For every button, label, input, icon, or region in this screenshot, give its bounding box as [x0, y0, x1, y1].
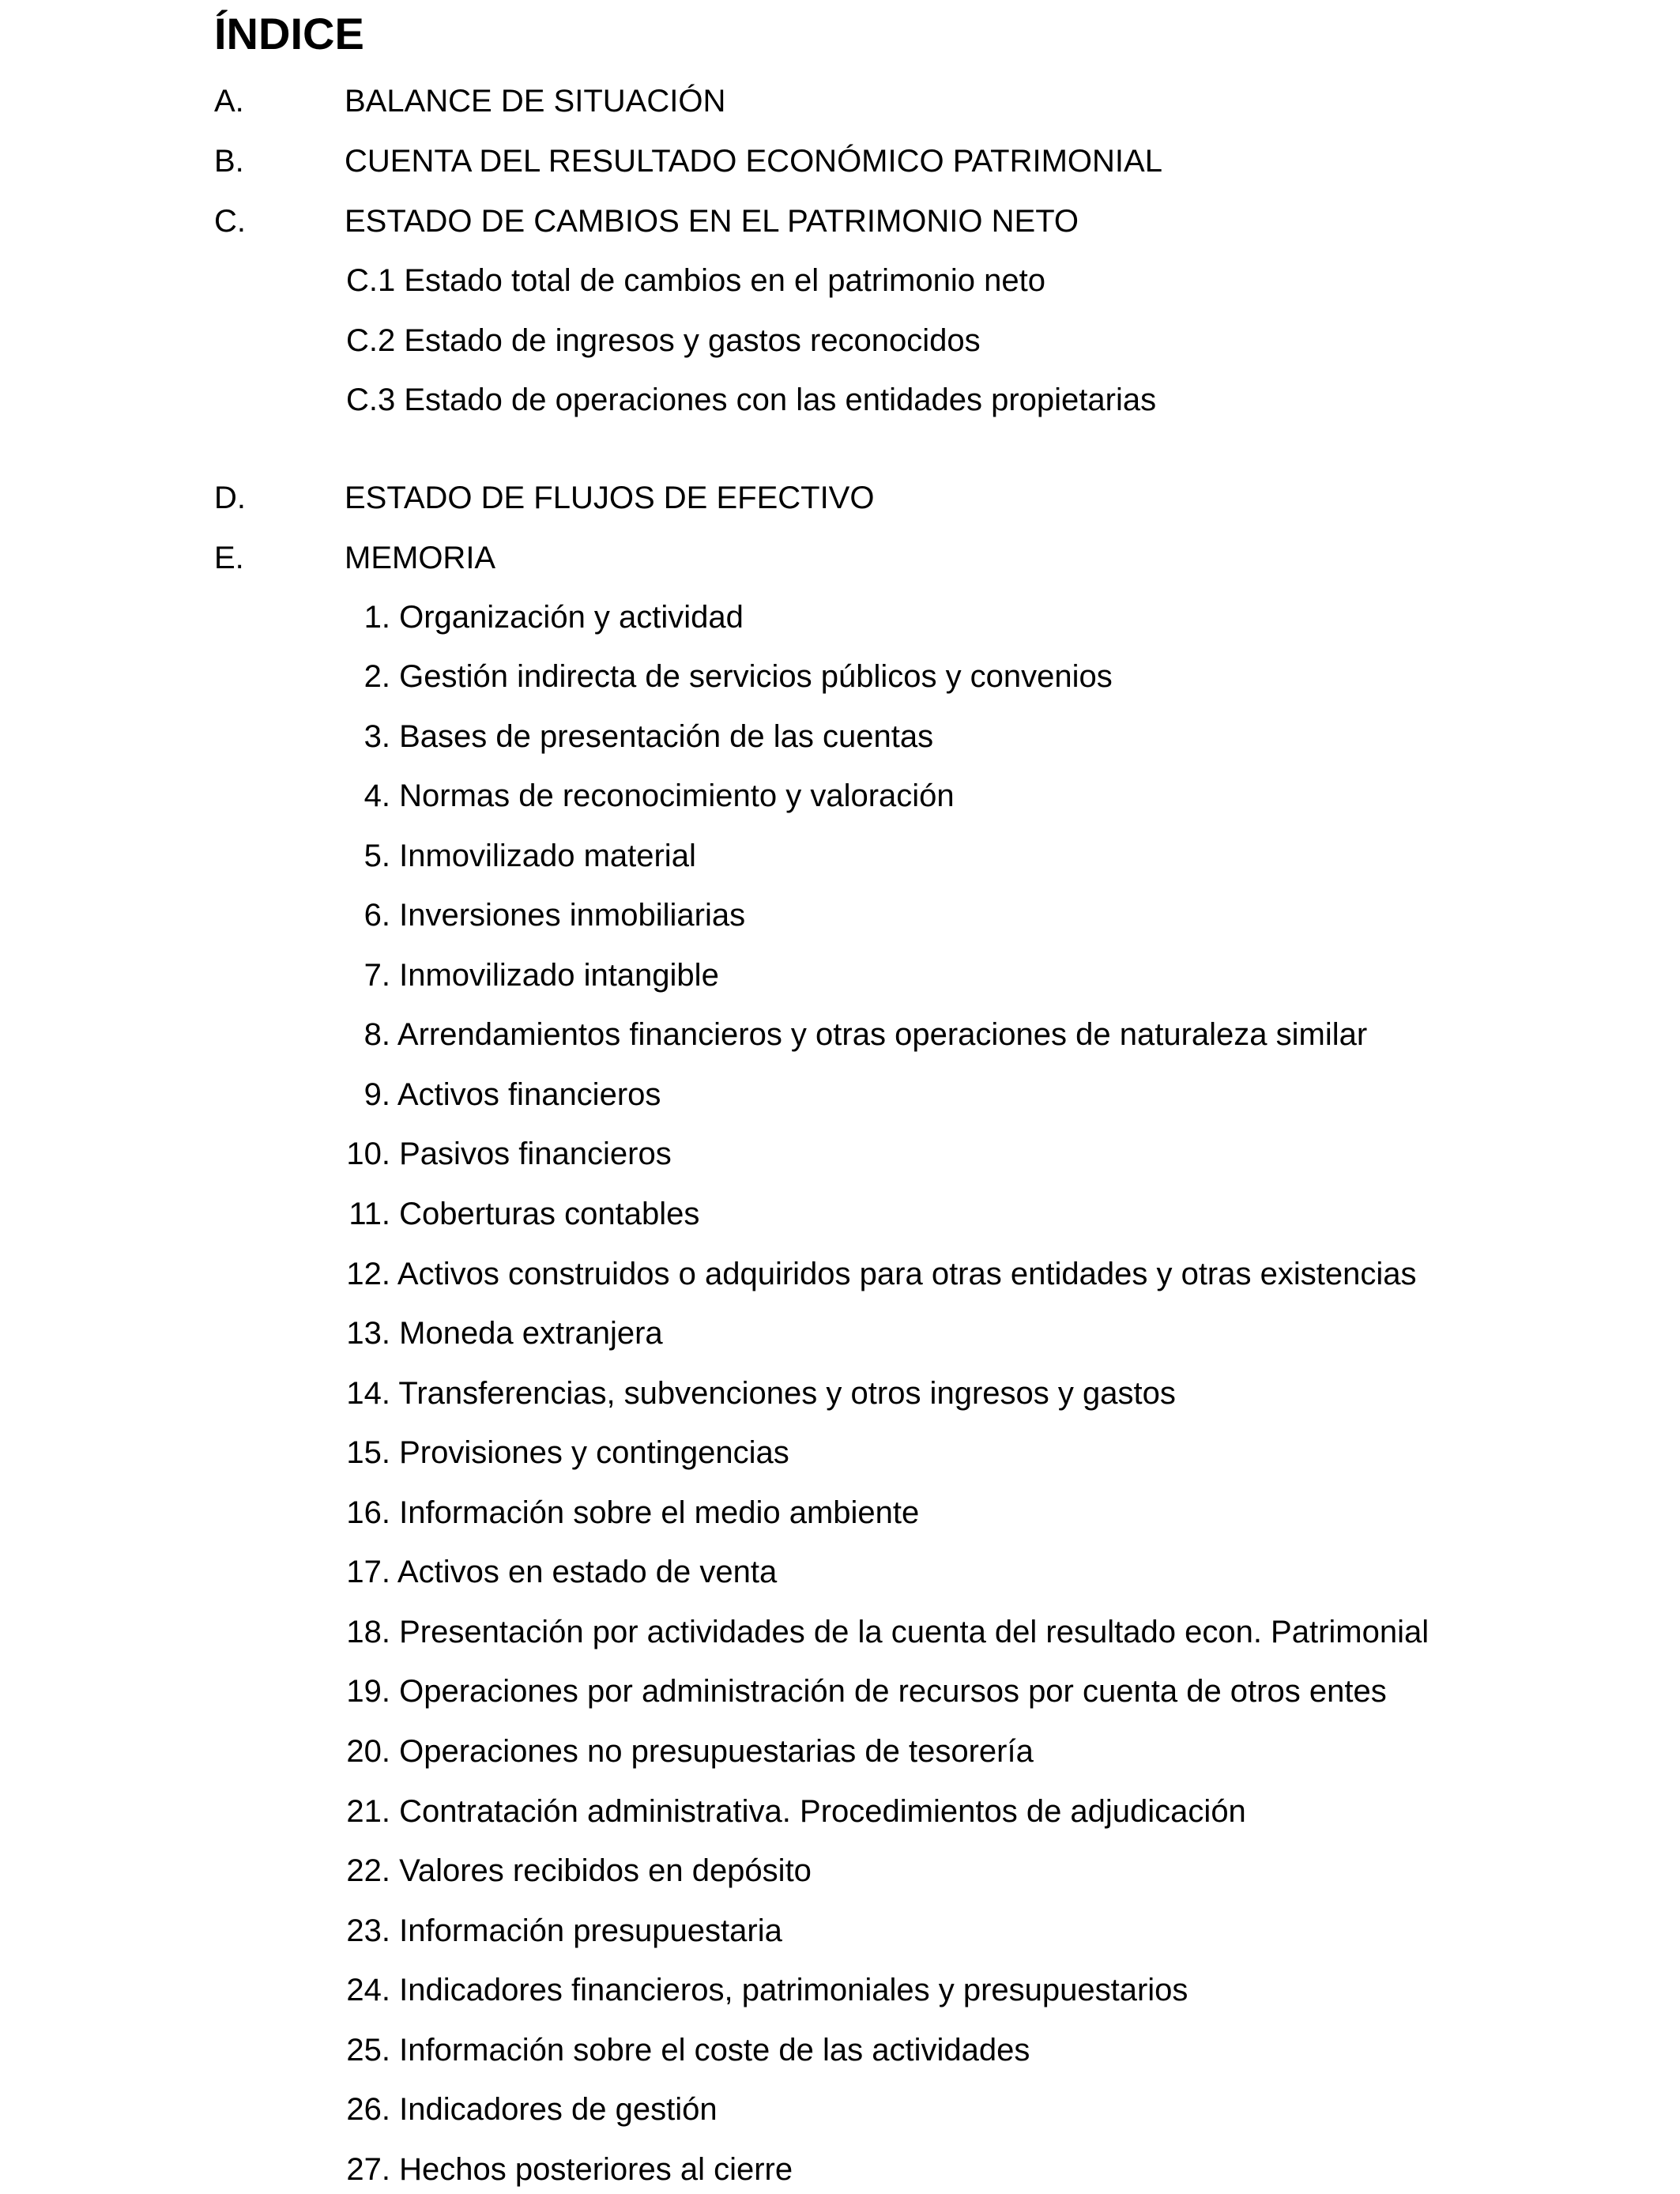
memoria-item: [340, 2030, 1644, 2070]
memoria-item: [340, 895, 1644, 935]
memoria-item: [340, 1493, 1644, 1532]
memoria-item: [340, 956, 1644, 995]
item-label: Activos construidos o adquiridos para otras entidades y otras existencias: [397, 1257, 1417, 1291]
item-number: 22.: [346, 1853, 390, 1888]
item-number: 5.: [363, 839, 390, 873]
memoria-item: [340, 1374, 1644, 1413]
memoria-item: [340, 1911, 1644, 1951]
section-label-a: BALANCE DE SITUACIÓN: [345, 84, 726, 119]
item-label: Operaciones por administración de recursos por cuenta de otros entes: [399, 1674, 1387, 1709]
item-number: 3.: [363, 719, 390, 754]
item-label: Activos financieros: [397, 1077, 661, 1112]
item-number: 9.: [363, 1077, 390, 1112]
item-label: Inversiones inmobiliarias: [399, 898, 746, 933]
item-number: 1.: [363, 600, 390, 635]
item-label: Inmovilizado intangible: [399, 958, 719, 993]
item-label: Información sobre el medio ambiente: [399, 1495, 920, 1530]
memoria-item: [340, 717, 1644, 756]
section-letter-c: C.: [214, 204, 246, 239]
item-number: 19.: [346, 1674, 390, 1709]
item-number: 12.: [346, 1257, 390, 1291]
memoria-item: [340, 598, 1644, 637]
item-number: 15.: [346, 1435, 390, 1470]
item-number: 27.: [346, 2152, 390, 2187]
item-label: Arrendamientos financieros y otras operaciones de naturaleza similar: [397, 1017, 1368, 1052]
item-label: Transferencias, subvenciones y otros ingresos y gastos: [398, 1376, 1176, 1411]
item-label: Coberturas contables: [399, 1197, 700, 1231]
subsection-c2: C.2 Estado de ingresos y gastos reconocidos: [346, 323, 981, 358]
item-label: Presentación por actividades de la cuenta del resultado econ. Patrimonial: [399, 1615, 1430, 1649]
section-label-b: CUENTA DEL RESULTADO ECONÓMICO PATRIMONIAL: [345, 144, 1162, 179]
memoria-item: [340, 1314, 1644, 1353]
item-number: 17.: [346, 1555, 390, 1589]
memoria-item: [340, 2090, 1644, 2129]
item-label: Inmovilizado material: [399, 839, 696, 873]
memoria-item: [340, 1792, 1644, 1831]
item-label: Hechos posteriores al cierre: [399, 2152, 793, 2187]
memoria-item: [340, 1075, 1644, 1114]
item-number: 18.: [346, 1615, 390, 1649]
item-number: 25.: [346, 2033, 390, 2068]
memoria-item: [340, 1732, 1644, 1771]
memoria-item: [340, 836, 1644, 876]
item-number: 10.: [346, 1137, 390, 1171]
memoria-item: [340, 1015, 1644, 1054]
item-number: 24.: [346, 1973, 390, 2007]
item-number: 26.: [346, 2092, 390, 2127]
item-label: Moneda extranjera: [399, 1316, 663, 1351]
item-label: Información sobre el coste de las actividades: [399, 2033, 1030, 2068]
item-number: 6.: [363, 898, 390, 933]
item-number: 11.: [348, 1197, 390, 1231]
item-number: 2.: [363, 659, 390, 694]
section-label-c: ESTADO DE CAMBIOS EN EL PATRIMONIO NETO: [345, 204, 1079, 239]
memoria-item: [340, 1433, 1644, 1472]
memoria-item: [340, 1254, 1644, 1294]
subsection-c1: C.1 Estado total de cambios en el patrimonio neto: [346, 263, 1045, 298]
memoria-item: [340, 776, 1644, 816]
item-label: Contratación administrativa. Procedimientos de adjudicación: [399, 1794, 1246, 1829]
section-letter-d: D.: [214, 481, 246, 515]
item-label: Organización y actividad: [399, 600, 744, 635]
item-number: 16.: [346, 1495, 390, 1530]
memoria-item: [340, 2150, 1644, 2189]
memoria-item: [340, 1851, 1644, 1891]
item-label: Indicadores de gestión: [399, 2092, 718, 2127]
memoria-item: [340, 1194, 1644, 1234]
memoria-item: [340, 657, 1644, 696]
item-label: Normas de reconocimiento y valoración: [399, 778, 955, 813]
subsection-c3: C.3 Estado de operaciones con las entidades propietarias: [346, 383, 1157, 417]
item-label: Bases de presentación de las cuentas: [399, 719, 934, 754]
item-number: 8.: [363, 1017, 390, 1052]
section-letter-b: B.: [214, 144, 244, 179]
memoria-item: [340, 1612, 1644, 1652]
section-label-e: MEMORIA: [345, 541, 496, 575]
section-letter-a: A.: [214, 84, 244, 119]
item-number: 7.: [363, 958, 390, 993]
item-label: Activos en estado de venta: [397, 1555, 778, 1589]
section-label-d: ESTADO DE FLUJOS DE EFECTIVO: [345, 481, 875, 515]
item-number: 23.: [346, 1913, 390, 1948]
memoria-item: [340, 1672, 1644, 1711]
item-label: Operaciones no presupuestarias de tesorería: [399, 1734, 1034, 1769]
section-letter-e: E.: [214, 541, 244, 575]
item-number: 14.: [346, 1376, 390, 1411]
item-label: Información presupuestaria: [399, 1913, 782, 1948]
memoria-item: [340, 1134, 1644, 1174]
item-label: Provisiones y contingencias: [399, 1435, 789, 1470]
item-label: Valores recibidos en depósito: [399, 1853, 812, 1888]
item-number: 13.: [346, 1316, 390, 1351]
item-label: Indicadores financieros, patrimoniales y presupuestarios: [399, 1973, 1188, 2007]
item-label: Gestión indirecta de servicios públicos y convenios: [399, 659, 1113, 694]
item-number: 4.: [363, 778, 390, 813]
item-label: Pasivos financieros: [399, 1137, 672, 1171]
item-number: 21.: [346, 1794, 390, 1829]
memoria-item: [340, 1970, 1644, 2010]
item-number: 20.: [346, 1734, 390, 1769]
memoria-item: [340, 1552, 1644, 1592]
index-title: ÍNDICE: [214, 9, 364, 58]
